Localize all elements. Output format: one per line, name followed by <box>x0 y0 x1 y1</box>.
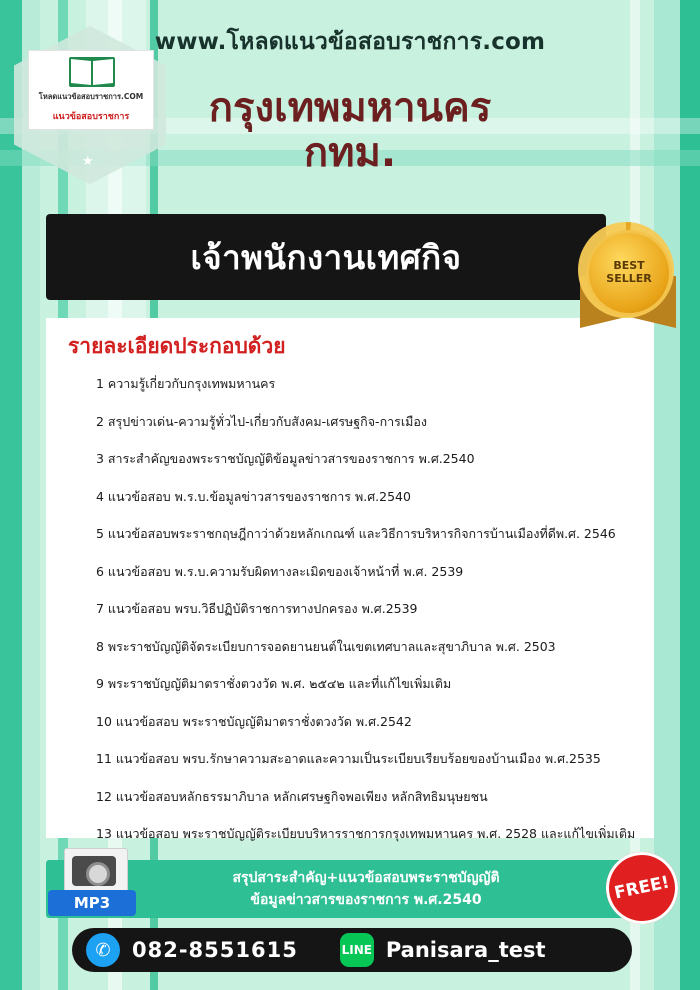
list-item: 4 แนวข้อสอบ พ.ร.บ.ข้อมูลข่าวสารของราชการ พ.ศ.2540 <box>96 488 411 504</box>
mp3-promo-line-1: สรุปสาระสำคัญ+แนวข้อสอบพระราชบัญญัติ <box>232 870 500 886</box>
line-id[interactable]: Panisara_test <box>385 938 546 962</box>
list-item: 9 พระราชบัญญัติมาตราชั่งตวงวัด พ.ศ. ๒๕๔๒ และที่แก้ไขเพิ่มเติม <box>96 676 452 691</box>
line-icon: LINE <box>340 933 374 967</box>
list-item: 12 แนวข้อสอบหลักธรรมาภิบาล หลักเศรษฐกิจพอเพียง หลักสิทธิมนุษยชน <box>96 788 488 804</box>
badge-line-2: SELLER <box>606 272 652 285</box>
badge-star <box>574 218 678 322</box>
mp3-promo-text <box>186 868 546 911</box>
list-item: 6 แนวข้อสอบ พ.ร.บ.ความรับผิดทางละเมิดของเจ้าหน้าที่ พ.ศ. 2539 <box>96 563 464 579</box>
book-icon <box>69 57 115 87</box>
logo-subtitle: แนวข้อสอบราชการ <box>52 112 130 122</box>
list-item: 8 พระราชบัญญัติจัดระเบียบการจอดยานยนต์ในเขตเทศบาลและสุขาภิบาล พ.ศ. 2503 <box>96 638 556 654</box>
list-item: 13 แนวข้อสอบ พระราชบัญญัติระเบียบบริหารราชการกรุงเทพมหานคร พ.ศ. 2528 และแก้ไขเพิ่มเติม <box>96 826 636 841</box>
organization-line-2: กทม. <box>303 129 397 176</box>
phone-number[interactable]: 082-8551615 <box>132 938 298 962</box>
list-item: 3 สาระสำคัญของพระราชบัญญัติข้อมูลข่าวสารของราชการ พ.ศ.2540 <box>96 451 475 466</box>
lens-icon <box>86 862 110 886</box>
list-item: 5 แนวข้อสอบพระราชกฤษฎีกาว่าด้วยหลักเกณฑ์ และวิธีการบริหารกิจการบ้านเมืองที่ดีพ.ศ. 2546 <box>96 526 616 541</box>
position-banner <box>46 214 606 300</box>
list-item: 2 สรุปข่าวเด่น-ความรู้ทั่วไป-เกี่ยวกับสังคม-เศรษฐกิจ-การเมือง <box>96 413 427 429</box>
organization-line-1: กรุงเทพมหานคร <box>208 85 492 131</box>
logo-card-text: โหลดแนวข้อสอบราชการ.COM <box>38 92 144 101</box>
badge-line-1: BEST <box>613 259 645 273</box>
list-item: 11 แนวข้อสอบ พรบ.รักษาความสะอาดและความเป็นระเบียบเรียบร้อยของบ้านเมือง พ.ศ.2535 <box>96 751 601 766</box>
list-item: 7 แนวข้อสอบ พรบ.วิธีปฏิบัติราชการทางปกครอง พ.ศ.2539 <box>96 601 418 616</box>
contact-bar <box>72 928 632 972</box>
position-title: เจ้าพนักงานเทศกิจ <box>190 237 462 277</box>
organization-title <box>0 86 700 176</box>
list-item: 10 แนวข้อสอบ พระราชบัญญัติมาตราชั่งตวงวัด พ.ศ.2542 <box>96 713 412 729</box>
details-list <box>96 374 636 899</box>
details-list-ul <box>96 374 636 882</box>
phone-icon: ✆ <box>86 933 120 967</box>
mp3-label: MP3 <box>48 890 136 916</box>
website-url: www.โหลดแนวข้อสอบราชการ.com <box>154 29 546 55</box>
details-heading: รายละเอียดประกอบด้วย <box>68 334 286 358</box>
mp3-icon <box>48 848 136 924</box>
list-item: 1 ความรู้เกี่ยวกับกรุงเทพมหานคร <box>96 376 276 391</box>
free-badge: FREE! <box>599 845 684 930</box>
best-seller-badge <box>574 218 682 326</box>
mp3-promo-bar <box>46 860 654 918</box>
badge-core <box>586 230 672 316</box>
mp3-promo-line-2: ข้อมูลข่าวสารของราชการ พ.ศ.2540 <box>250 891 482 908</box>
star-icon: ★ <box>82 154 94 169</box>
